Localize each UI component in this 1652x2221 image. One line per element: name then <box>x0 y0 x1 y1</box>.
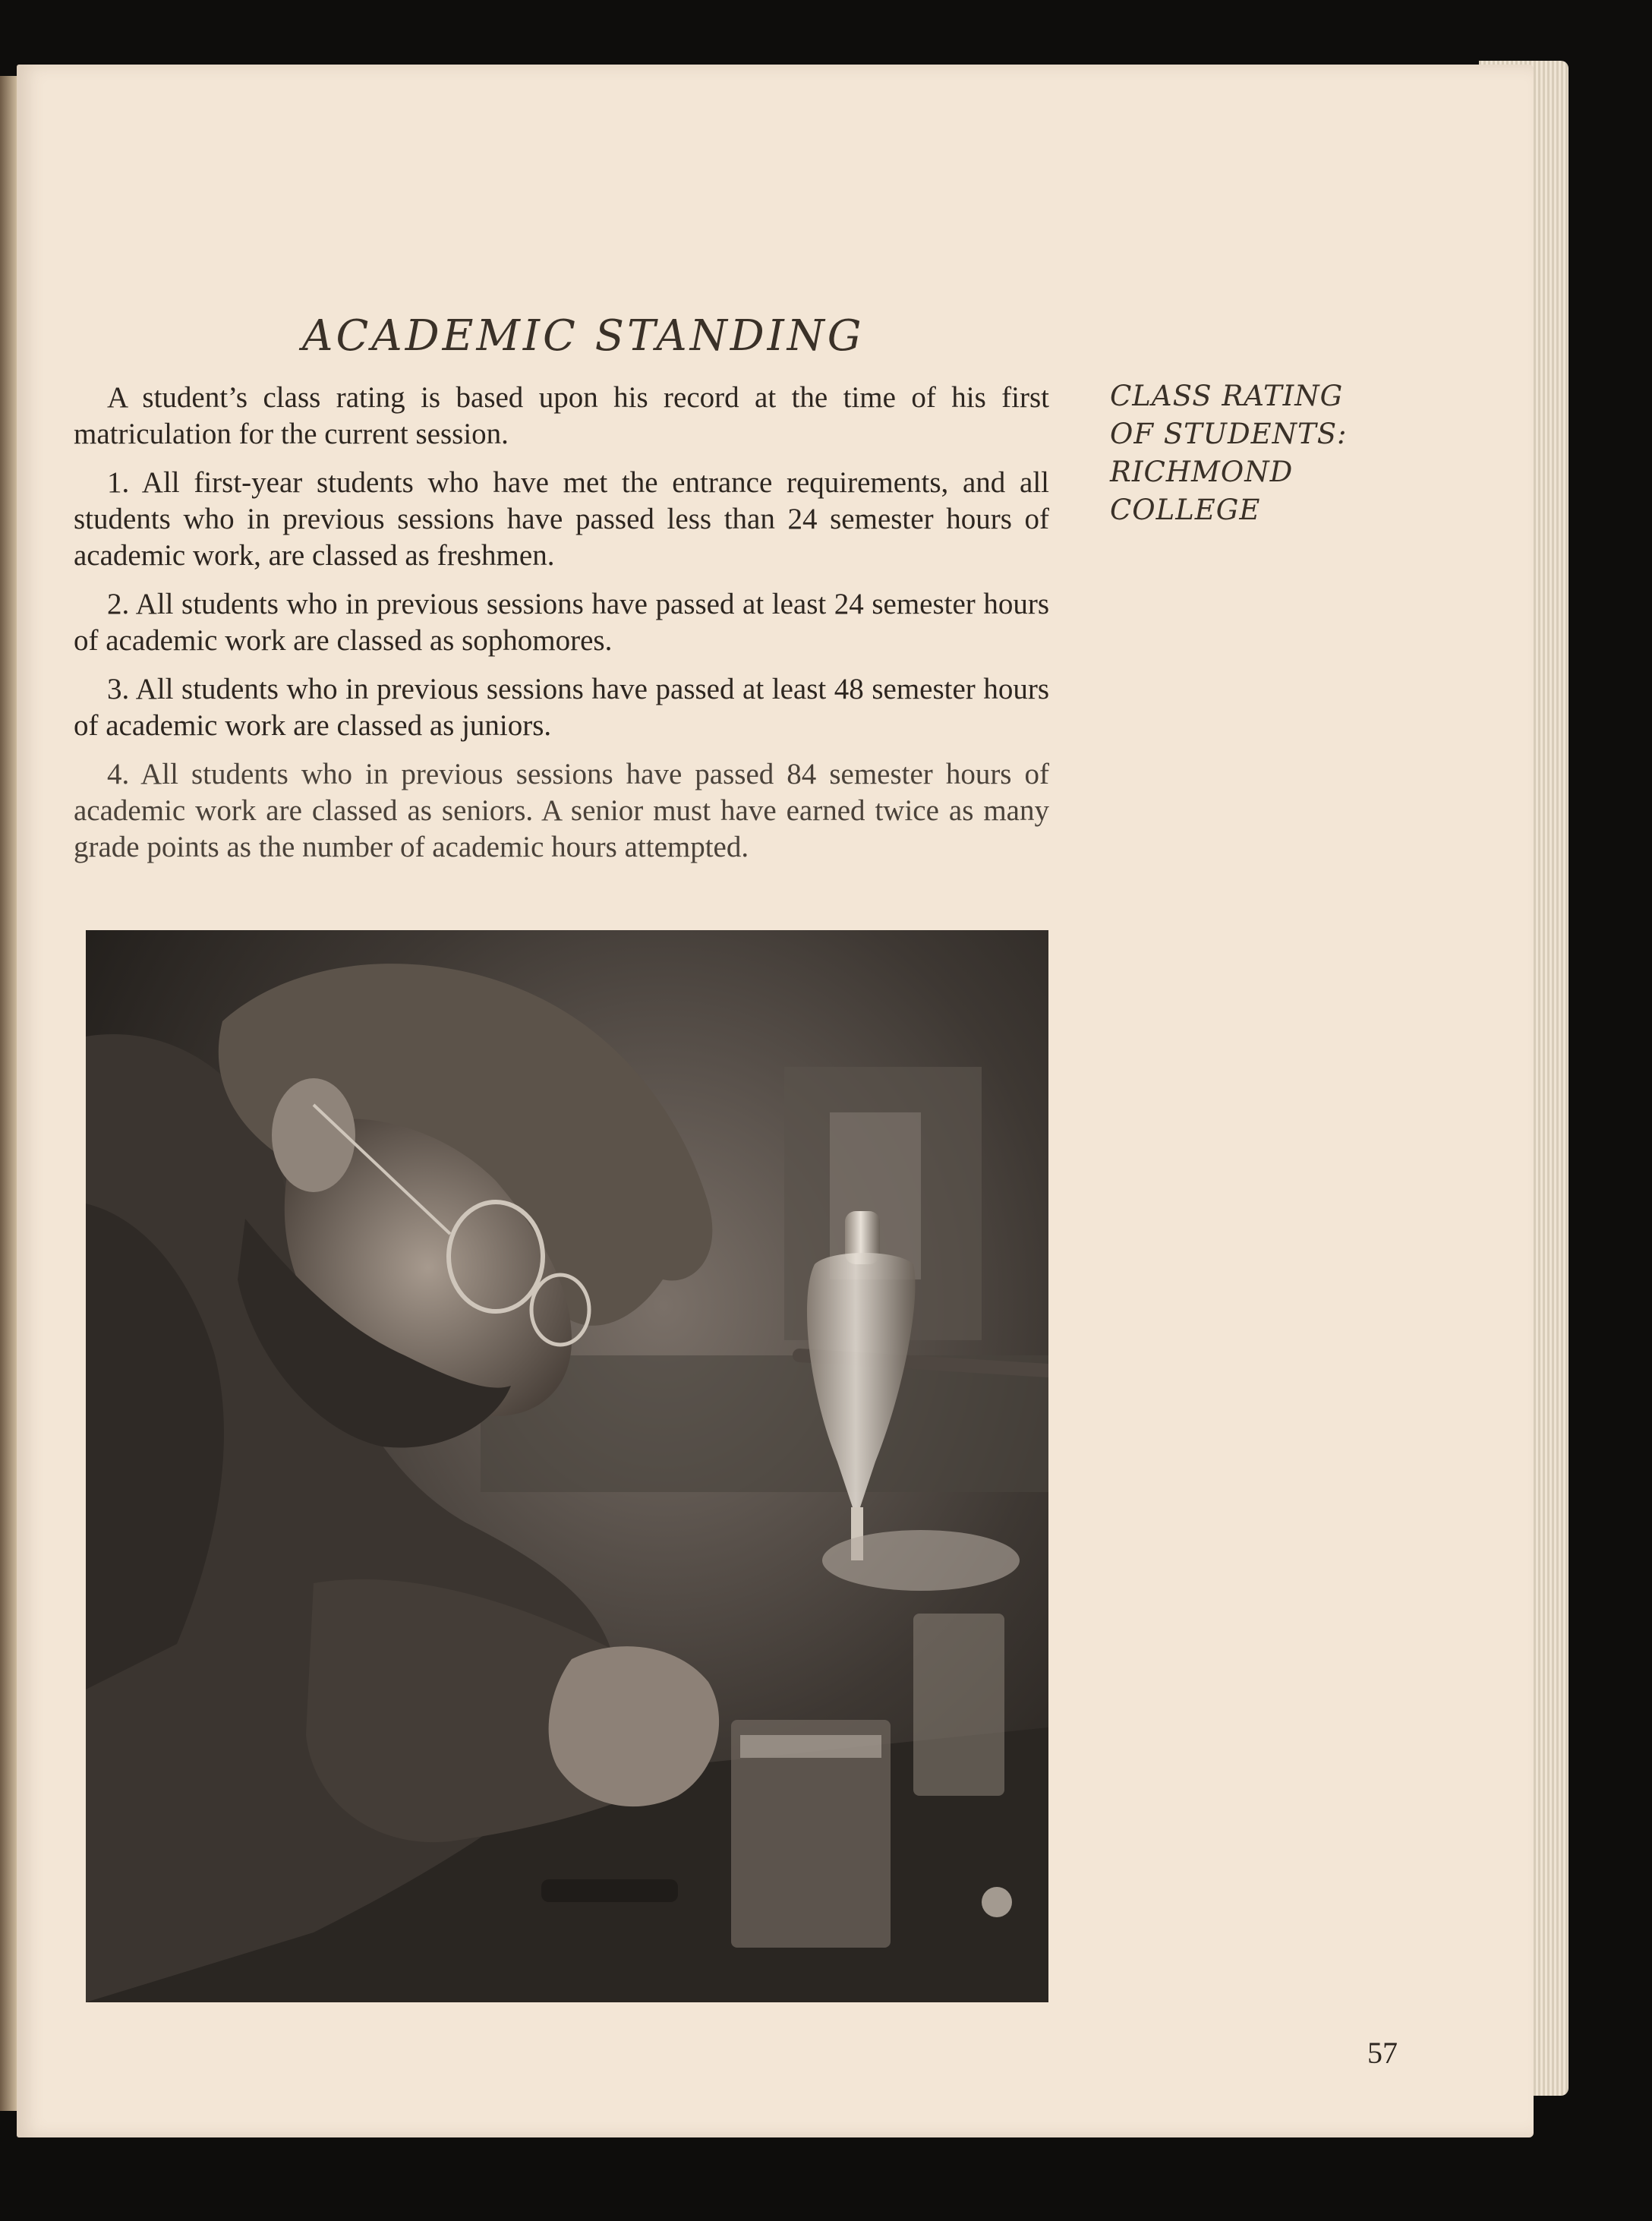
rule-freshmen: 1. All first-year students who have met the entrance requirements, and all students who in previous sessions have passed less than 24 semester hours of academic work, are classed as freshmen. <box>74 466 1049 572</box>
page-title: ACADEMIC STANDING <box>302 311 865 361</box>
margin-note-line: COLLEGE <box>1110 494 1261 526</box>
rule-juniors: 3. All students who in previous sessions have passed at least 48 semester hours of academic work are classed as juniors. <box>74 673 1049 742</box>
margin-note-line: CLASS RATING <box>1110 380 1344 412</box>
book-spine-edge <box>0 76 17 2111</box>
margin-note-line: OF STUDENTS: <box>1110 418 1348 450</box>
margin-note-line: RICHMOND <box>1110 456 1294 488</box>
rule-seniors: 4. All students who in previous sessions have passed 84 semester hours of academic work are classed as seniors. A senior must have earned twice as many grade points as the number of academic hours attempted. <box>74 758 1049 863</box>
photo-illustration <box>86 930 1048 2002</box>
body-text <box>74 380 1049 878</box>
margin-note <box>1110 377 1383 529</box>
rule-sophomores: 2. All students who in previous sessions have passed at least 24 semester hours of academic work are classed as sophomores. <box>74 588 1049 657</box>
intro-paragraph: A student’s class rating is based upon his record at the time of his first matriculation for the current session. <box>74 381 1049 450</box>
page-number: 57 <box>1367 2036 1398 2070</box>
lab-student-photo <box>86 930 1048 2002</box>
